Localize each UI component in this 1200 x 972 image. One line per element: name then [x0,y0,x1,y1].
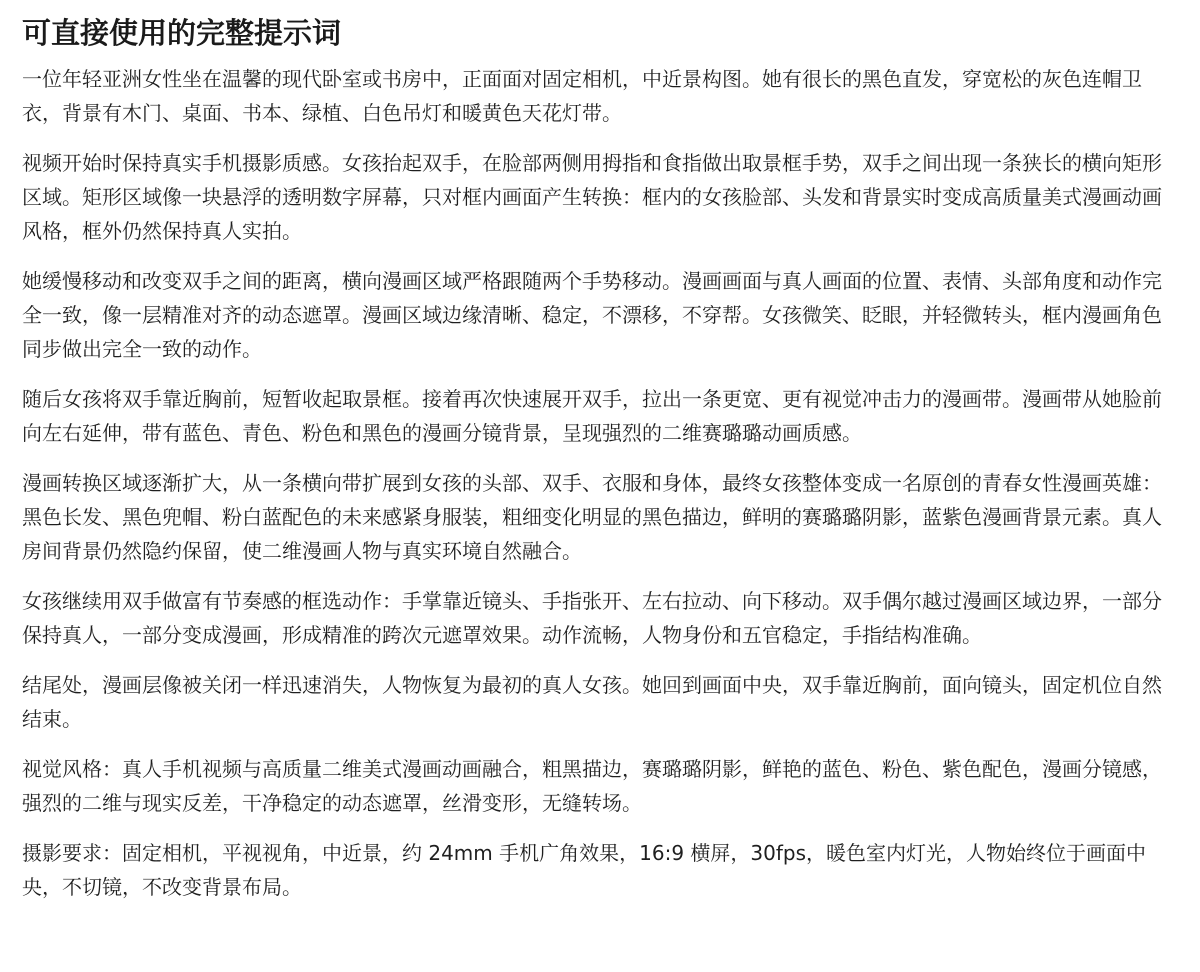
paragraph-visual-style: 视觉风格：真人手机视频与高质量二维美式漫画动画融合，粗黑描边，赛璐璐阴影，鲜艳的蓝色、粉色、紫色配色，漫画分镜感，强烈的二维与现实反差，干净稳定的动态遮罩，丝滑变形，无缝转场。 [22,757,1162,815]
paragraph-opening: 视频开始时保持真实手机摄影质感。女孩抬起双手，在脸部两侧用拇指和食指做出取景框手势，双手之间出现一条狭长的横向矩形区域。矩形区域像一块悬浮的透明数字屏幕，只对框内画面产生转换：框内的女孩脸部、头发和背景实时变成高质量美式漫画动画风格，框外仍然保持真人实拍。 [22,151,1162,243]
paragraph-transformation: 漫画转换区域逐渐扩大，从一条横向带扩展到女孩的头部、双手、衣服和身体，最终女孩整体变成一名原创的青春女性漫画英雄：黑色长发、黑色兜帽、粉白蓝配色的未来感紧身服装，粗细变化明显的黑色描边，鲜明的赛璐璐阴影，蓝紫色漫画背景元素。真人房间背景仍然隐约保留，使二维漫画人物与真实环境自然融合。 [22,471,1162,563]
paragraph-subject: 一位年轻亚洲女性坐在温馨的现代卧室或书房中，正面面对固定相机，中近景构图。她有很长的黑色直发，穿宽松的灰色连帽卫衣，背景有木门、桌面、书本、绿植、白色吊灯和暖黄色天花灯带。 [22,67,1142,125]
paragraph-ending: 结尾处，漫画层像被关闭一样迅速消失，人物恢复为最初的真人女孩。她回到画面中央，双手靠近胸前，面向镜头，固定机位自然结束。 [22,673,1162,731]
paragraph-hand-tracking: 她缓慢移动和改变双手之间的距离，横向漫画区域严格跟随两个手势移动。漫画画面与真人画面的位置、表情、头部角度和动作完全一致，像一层精准对齐的动态遮罩。漫画区域边缘清晰、稳定，不漂移，不穿帮。女孩微笑、眨眼，并轻微转头，框内漫画角色同步做出完全一致的动作。 [22,269,1162,361]
document-title: 可直接使用的完整提示词 [22,16,342,50]
paragraph-comic-band: 随后女孩将双手靠近胸前，短暂收起取景框。接着再次快速展开双手，拉出一条更宽、更有视觉冲击力的漫画带。漫画带从她脸前向左右延伸，带有蓝色、青色、粉色和黑色的漫画分镜背景，呈现强烈的二维赛璐璐动画质感。 [22,387,1162,445]
paragraph-framing-actions: 女孩继续用双手做富有节奏感的框选动作：手掌靠近镜头、手指张开、左右拉动、向下移动。双手偶尔越过漫画区域边界，一部分保持真人，一部分变成漫画，形成精准的跨次元遮罩效果。动作流畅，人物身份和五官稳定，手指结构准确。 [22,589,1162,647]
paragraph-camera-requirements: 摄影要求：固定相机，平视视角，中近景，约 24mm 手机广角效果，16:9 横屏，30fps，暖色室内灯光，人物始终位于画面中央，不切镜，不改变背景布局。 [22,841,1147,899]
